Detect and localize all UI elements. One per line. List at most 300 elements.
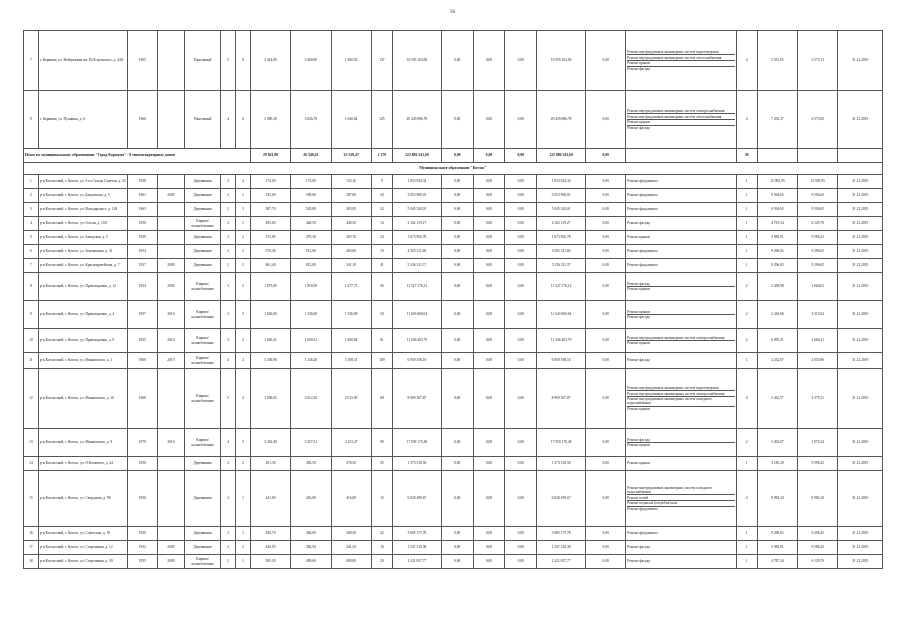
works-list [626,527,736,541]
cell-res: 20 [371,189,392,203]
work-item: Ремонт фундамента [627,179,658,184]
cell-oth: 0,00 [586,301,626,329]
cell-address: р-н Котласский, г. Котлас, ул. Маяковского, д. 1 [38,353,127,369]
cell-own: 4 505 311,60 [537,245,586,259]
work-item: Ремонт подвалов (погребов) или [627,501,734,507]
cell-y2 [157,31,185,91]
cell-s1: 565,30 [250,555,290,569]
cell-no: 17 [24,541,39,555]
cell-s2: 1 536,00 [291,301,331,329]
cell-no: 2 [24,189,39,203]
cell-mat: Деревянные [185,245,221,259]
cell-res: 125 [371,91,392,149]
cell-s3: 403,00 [331,245,371,259]
table-row [24,175,883,189]
cell-y2: 2009 [157,555,185,569]
cell-u2: 2 579,11 [798,369,838,429]
work-item: Ремонт крыши [627,461,650,466]
cell-t: 4 505 311,60 [393,245,442,259]
cell-s1: 1 620,41 [250,329,290,353]
cell-res: 50 [371,301,392,329]
total-own: 122 886 343,60 [537,149,586,163]
cell-own: 1 373 318,56 [537,457,586,471]
cell-s3: 3 108,31 [331,353,371,369]
cell-date: 31.12.2019 [838,231,883,245]
cell-s3: 1 477,72 [331,273,371,301]
cell-u2: 2 660,02 [798,273,838,301]
cell-t: 1 053 924,34 [393,175,442,189]
cell-f2: 0,00 [473,329,505,353]
cell-u1: 9 296,65 [757,259,797,273]
cell-s1: 491,30 [250,457,290,471]
cell-mat: Кирпич/шлакоблочные [185,301,221,329]
cell-own: 10 559 163,00 [537,31,586,91]
cell-address: р-н Котласский, г. Котлас, ул. Володарского, д. 120 [38,203,127,217]
cell-fl: 3 [221,175,236,189]
cell-own: 5 236 311,37 [537,259,586,273]
cell-mat: Деревянные [185,175,221,189]
total-s1: 29 841,80 [250,149,290,163]
cell-oth: 0,00 [586,175,626,189]
cell-oth: 0,00 [586,217,626,231]
work-item: Ремонт внутридомовых инженерных систем электроснабжения [627,335,734,341]
cell-y2: 2006 [157,273,185,301]
table-row [24,429,883,457]
cell-res: 101 [371,369,392,429]
cell-oth: 0,00 [586,259,626,273]
work-item: Ремонт крыши [627,309,734,315]
cell-f3: 0,00 [505,555,537,569]
cell-y1: 1963 [127,203,157,217]
cell-own: 8 969 307,87 [537,369,586,429]
cell-t: 10 559 163,00 [393,31,442,91]
cell-y1: 1956 [127,217,157,231]
cell-f2: 0,00 [473,429,505,457]
cell-no: 18 [24,555,39,569]
cell-f1: 0,00 [441,259,473,273]
cell-u2: 9 594,65 [798,189,838,203]
cell-y2 [157,527,185,541]
table-row [24,353,883,369]
cell-no: 5 [24,231,39,245]
cell-address: р-н Котласский, г. Котлас, ул. Правохоренко, д. 4 [38,301,127,329]
cell-cnt: 1 [736,245,757,259]
cell-s3: 2 613,00 [331,369,371,429]
cell-y1: 1966 [127,369,157,429]
cell-y2 [157,217,185,231]
cell-f2: 0,00 [473,457,505,471]
cell-date: 31.12.2019 [838,541,883,555]
cell-s2: 1 660,31 [291,329,331,353]
cell-no: 8 [24,91,39,149]
cell-s2: 382,94 [291,541,331,555]
cell-y1: 1955 [127,555,157,569]
table-row [24,301,883,329]
cell-oth: 0,00 [586,31,626,91]
total-t: 122 886 343,60 [393,149,442,163]
cell-f1: 0,00 [441,203,473,217]
work-item: Ремонт крыши [627,407,650,412]
cell-date: 31.12.2019 [838,175,883,189]
cell-f1: 0,00 [441,189,473,203]
cell-f2: 0,00 [473,301,505,329]
cell-res: 14 [371,217,392,231]
cell-y1: 1957 [127,301,157,329]
cell-en: 1 [236,189,251,203]
cell-f1: 0,00 [441,301,473,329]
cell-f2: 0,00 [473,541,505,555]
cell-fl: 4 [221,429,236,457]
cell-t: 8 969 307,87 [393,369,442,429]
cell-cnt: 1 [736,217,757,231]
cell-s2: 512,00 [291,245,331,259]
cell-u1: 3 985,01 [757,231,797,245]
cell-oth: 0,00 [586,457,626,471]
cell-res: 22 [371,203,392,217]
cell-fl: 4 [221,353,236,369]
cell-s3: 3 253,47 [331,429,371,457]
cell-t: 11 527 176,12 [393,273,442,301]
cell-oth: 0,00 [586,245,626,259]
cell-t: 5 236 311,37 [393,259,442,273]
cell-address: р-н Котласский, г. Котлас, ул. Свердлова, д. 98 [38,471,127,527]
cell-s1: 587,70 [250,203,290,217]
cell-f3: 0,00 [505,231,537,245]
cell-t: 3 685 175,78 [393,527,442,541]
cell-u1: 2 232,07 [757,353,797,369]
cell-mat: Панельный [185,91,221,149]
cell-f1: 0,00 [441,175,473,189]
cell-cnt: 1 [736,231,757,245]
cell-s2: 520,80 [291,203,331,217]
total-empty [798,149,838,163]
work-item: Ремонт фасада [627,315,650,320]
cell-y2 [157,245,185,259]
cell-t: 1 673 856,78 [393,231,442,245]
cell-no: 4 [24,217,39,231]
cell-own: 5 045 520,01 [537,203,586,217]
cell-s1: 426,05 [250,541,290,555]
work-item: Ремонт фундамента [627,249,658,254]
cell-fl: 3 [221,301,236,329]
cell-no: 10 [24,329,39,353]
cell-en: 3 [236,301,251,329]
cell-y2: 2009 [157,259,185,273]
cell-own: 6 020 299,67 [537,471,586,527]
cell-y2: 2010 [157,353,185,369]
cell-f1: 0,00 [441,91,473,149]
cell-f1: 0,00 [441,353,473,369]
table-row [24,203,883,217]
cell-t: 2 221 057,77 [393,555,442,569]
cell-res: 61 [371,329,392,353]
cell-f2: 0,00 [473,91,505,149]
cell-res: 20 [371,555,392,569]
cell-res: 15 [371,471,392,527]
cell-s3: 387,80 [331,189,371,203]
works-list [626,555,736,569]
cell-no: 9 [24,301,39,329]
cell-res: 147 [371,31,392,91]
cell-res: 24 [371,231,392,245]
cell-date: 31.12.2019 [838,31,883,91]
cell-t: 6 020 299,67 [393,471,442,527]
cell-y2 [157,203,185,217]
cell-cnt: 2 [736,429,757,457]
cell-s1: 3 080,20 [250,91,290,149]
cell-no: 12 [24,369,39,429]
cell-cnt: 2 [736,329,757,353]
cell-res: 90 [371,429,392,457]
municipality-header-row [24,163,883,175]
cell-cnt: 4 [736,369,757,429]
cell-u2: 9 586,45 [798,541,838,555]
work-item: Ремонт фундамента [627,193,658,198]
cell-y1: 1932 [127,541,157,555]
table-row [24,231,883,245]
cell-t: 2 102 119,27 [393,217,442,231]
cell-f1: 0,00 [441,231,473,245]
cell-cnt: 4 [736,31,757,91]
cell-mat: Деревянные [185,231,221,245]
cell-en: 2 [236,231,251,245]
cell-s2: 3 400,90 [291,31,331,91]
cell-s3: 499,00 [331,555,371,569]
cell-address: р-н Котласский, г. Котлас, ул. Гоголя, д. 10А [38,217,127,231]
cell-en: 6 [236,31,251,91]
cell-no: 11 [24,353,39,369]
cell-fl: 2 [221,245,236,259]
cell-u1: 9 296,65 [757,527,797,541]
cell-en: 3 [236,429,251,457]
cell-mat: Кирпич/шлакоблочные [185,369,221,429]
cell-f2: 0,00 [473,369,505,429]
cell-own: 3 053 960,01 [537,189,586,203]
works-list [626,369,736,429]
cell-f3: 0,00 [505,273,537,301]
works-list [626,301,736,329]
cell-en: 2 [236,541,251,555]
cell-fl: 2 [221,471,236,527]
cell-oth: 0,00 [586,353,626,369]
cell-res: 109 [371,353,392,369]
cell-y1: 1956 [127,457,157,471]
cell-f1: 0,00 [441,273,473,301]
cell-f2: 0,00 [473,259,505,273]
cell-date: 31.12.2019 [838,369,883,429]
cell-oth: 0,00 [586,329,626,353]
work-item: Ремонт внутридомовых инженерных систем электроснабжения [627,109,734,115]
cell-u1: 5 551,05 [757,31,797,91]
cell-oth: 0,00 [586,541,626,555]
work-item: Ремонт фундамента [627,207,658,212]
cell-u1: 7 292,37 [757,91,797,149]
cell-oth: 0,00 [586,189,626,203]
cell-s1: 511,90 [250,231,290,245]
cell-date: 31.12.2019 [838,471,883,527]
works-list [626,31,736,91]
cell-mat: Кирпич/шлакоблочные [185,273,221,301]
cell-own: 11 527 176,12 [537,273,586,301]
cell-res: 56 [371,273,392,301]
cell-f2: 0,00 [473,203,505,217]
cell-cnt: 4 [736,471,757,527]
cell-s2: 406,60 [291,527,331,541]
cell-mat: Деревянные [185,457,221,471]
cell-address: р-н Котласский, г. Котлас, ул. Спортивная, д. 12 [38,541,127,555]
cell-en: 3 [236,203,251,217]
cell-s3: 403,70 [331,231,371,245]
table-row [24,527,883,541]
works-list [626,273,736,301]
work-item: Ремонт крыши [627,287,650,292]
cell-en: 1 [236,527,251,541]
total-empty [757,149,797,163]
cell-s1: 576,40 [250,245,290,259]
cell-date: 31.12.2019 [838,555,883,569]
cell-own: 1 547 316,38 [537,541,586,555]
cell-u1: 2 416,66 [757,301,797,329]
cell-fl: 2 [221,457,236,471]
cell-fl: 2 [221,527,236,541]
housing-program-table [23,30,883,569]
table-row [24,457,883,471]
cell-y2: 2010 [157,301,185,329]
work-item: Ремонт внутридомовых инженерных систем водоотведения [627,386,734,392]
total-row [24,149,883,163]
cell-no: 6 [24,245,39,259]
cell-res: 9 [371,175,392,189]
cell-address: р-н Котласский, г. Котлас, ул. Маяковского, д. 16 [38,369,127,429]
total-label: Итого по муниципальному образованию "Город Коряжма" - 8 многоквартирных домов [24,149,251,163]
cell-mat: Кирпич/шлакоблочные [185,217,221,231]
cell-mat: Кирпич/шлакоблочные [185,429,221,457]
cell-oth: 0,00 [586,429,626,457]
cell-t: 6 950 558,16 [393,353,442,369]
cell-date: 31.12.2019 [838,457,883,471]
cell-f2: 0,00 [473,175,505,189]
cell-no: 13 [24,429,39,457]
cell-address: р-н Котласский, г. Котлас, ул. Багратиона, д. 5 [38,189,127,203]
cell-f3: 0,00 [505,203,537,217]
cell-s1: 861,40 [250,259,290,273]
total-s2: 26 540,61 [291,149,331,163]
cell-u1: 6 095,31 [757,329,797,353]
total-s3: 25 528,47 [331,149,371,163]
cell-fl: 2 [221,203,236,217]
cell-f2: 0,00 [473,31,505,91]
cell-y2 [157,91,185,149]
cell-f2: 0,00 [473,555,505,569]
cell-s2: 509,00 [291,189,331,203]
cell-u2: 9 984,10 [798,471,838,527]
cell-f1: 0,00 [441,369,473,429]
cell-f3: 0,00 [505,301,537,329]
cell-u2: 6 129,70 [798,555,838,569]
cell-date: 31.12.2019 [838,203,883,217]
work-item: Ремонт внутридомовых инженерных систем теплоснабжения [627,114,734,120]
cell-no: 8 [24,273,39,301]
cell-date: 31.12.2019 [838,353,883,369]
cell-s1: 3 414,00 [250,31,290,91]
work-item: Ремонт крыши [627,120,734,126]
cell-u2: 6 573,00 [798,91,838,149]
table-row [24,369,883,429]
cell-date: 31.12.2019 [838,301,883,329]
works-list [626,471,736,527]
work-item: Ремонт фасада [627,358,650,363]
cell-s2: 416,00 [291,471,331,527]
cell-y2: 2010 [157,429,185,457]
cell-f3: 0,00 [505,541,537,555]
cell-t: 3 053 960,01 [393,189,442,203]
cell-en: 2 [236,259,251,273]
cell-s3: 440,50 [331,217,371,231]
page-number: 56 [450,10,455,15]
cell-s3: 1 960,50 [331,31,371,91]
work-item: Ремонт фасада [627,437,734,443]
cell-u2: 9 296,65 [798,259,838,273]
cell-mat: Кирпич/шлакоблочные [185,353,221,369]
cell-s1: 174,00 [250,175,290,189]
cell-f3: 0,00 [505,31,537,91]
cell-cnt: 2 [736,301,757,329]
work-item: Ремонт фасада [627,559,650,564]
work-item: Ремонт фасада [627,545,650,550]
cell-fl: 2 [221,259,236,273]
cell-y1: 1950 [127,471,157,527]
cell-address: г. Коряжма, ул. Пушкина, д. 6 [38,91,127,149]
cell-t: 1 373 318,56 [393,457,442,471]
cell-u2: 2 660,21 [798,329,838,353]
total-cnt: 30 [736,149,757,163]
total-res: 1 279 [371,149,392,163]
cell-f3: 0,00 [505,189,537,203]
cell-date: 31.12.2019 [838,217,883,231]
cell-f1: 0,00 [441,457,473,471]
cell-mat: Кирпич/шлакоблочные [185,329,221,353]
cell-en: 2 [236,245,251,259]
cell-y2 [157,457,185,471]
cell-f1: 0,00 [441,555,473,569]
cell-s2: 3 612,20 [291,369,331,429]
cell-f1: 0,00 [441,527,473,541]
works-list [626,91,736,149]
cell-en: 6 [236,91,251,149]
cell-address: р-н Котласский, г. Котлас, ул. Заводская, д. 5 [38,231,127,245]
cell-f2: 0,00 [473,353,505,369]
cell-s1: 3 452,40 [250,429,290,457]
cell-cnt: 1 [736,189,757,203]
table-body [24,31,883,569]
cell-oth: 0,00 [586,471,626,527]
cell-fl: 2 [221,555,236,569]
cell-cnt: 1 [736,555,757,569]
cell-mat: Кирпич/шлакоблочные [185,555,221,569]
cell-mat: Панельный [185,31,221,91]
table-row [24,91,883,149]
cell-en: 2 [236,329,251,353]
cell-oth: 0,00 [586,527,626,541]
cell-s2: 3 026,70 [291,91,331,149]
cell-y2: 2009 [157,189,185,203]
cell-f3: 0,00 [505,217,537,231]
works-list [626,175,736,189]
cell-s2: 3 146,20 [291,353,331,369]
cell-fl: 2 [221,231,236,245]
cell-own: 1 053 924,34 [537,175,586,189]
works-list [626,353,736,369]
